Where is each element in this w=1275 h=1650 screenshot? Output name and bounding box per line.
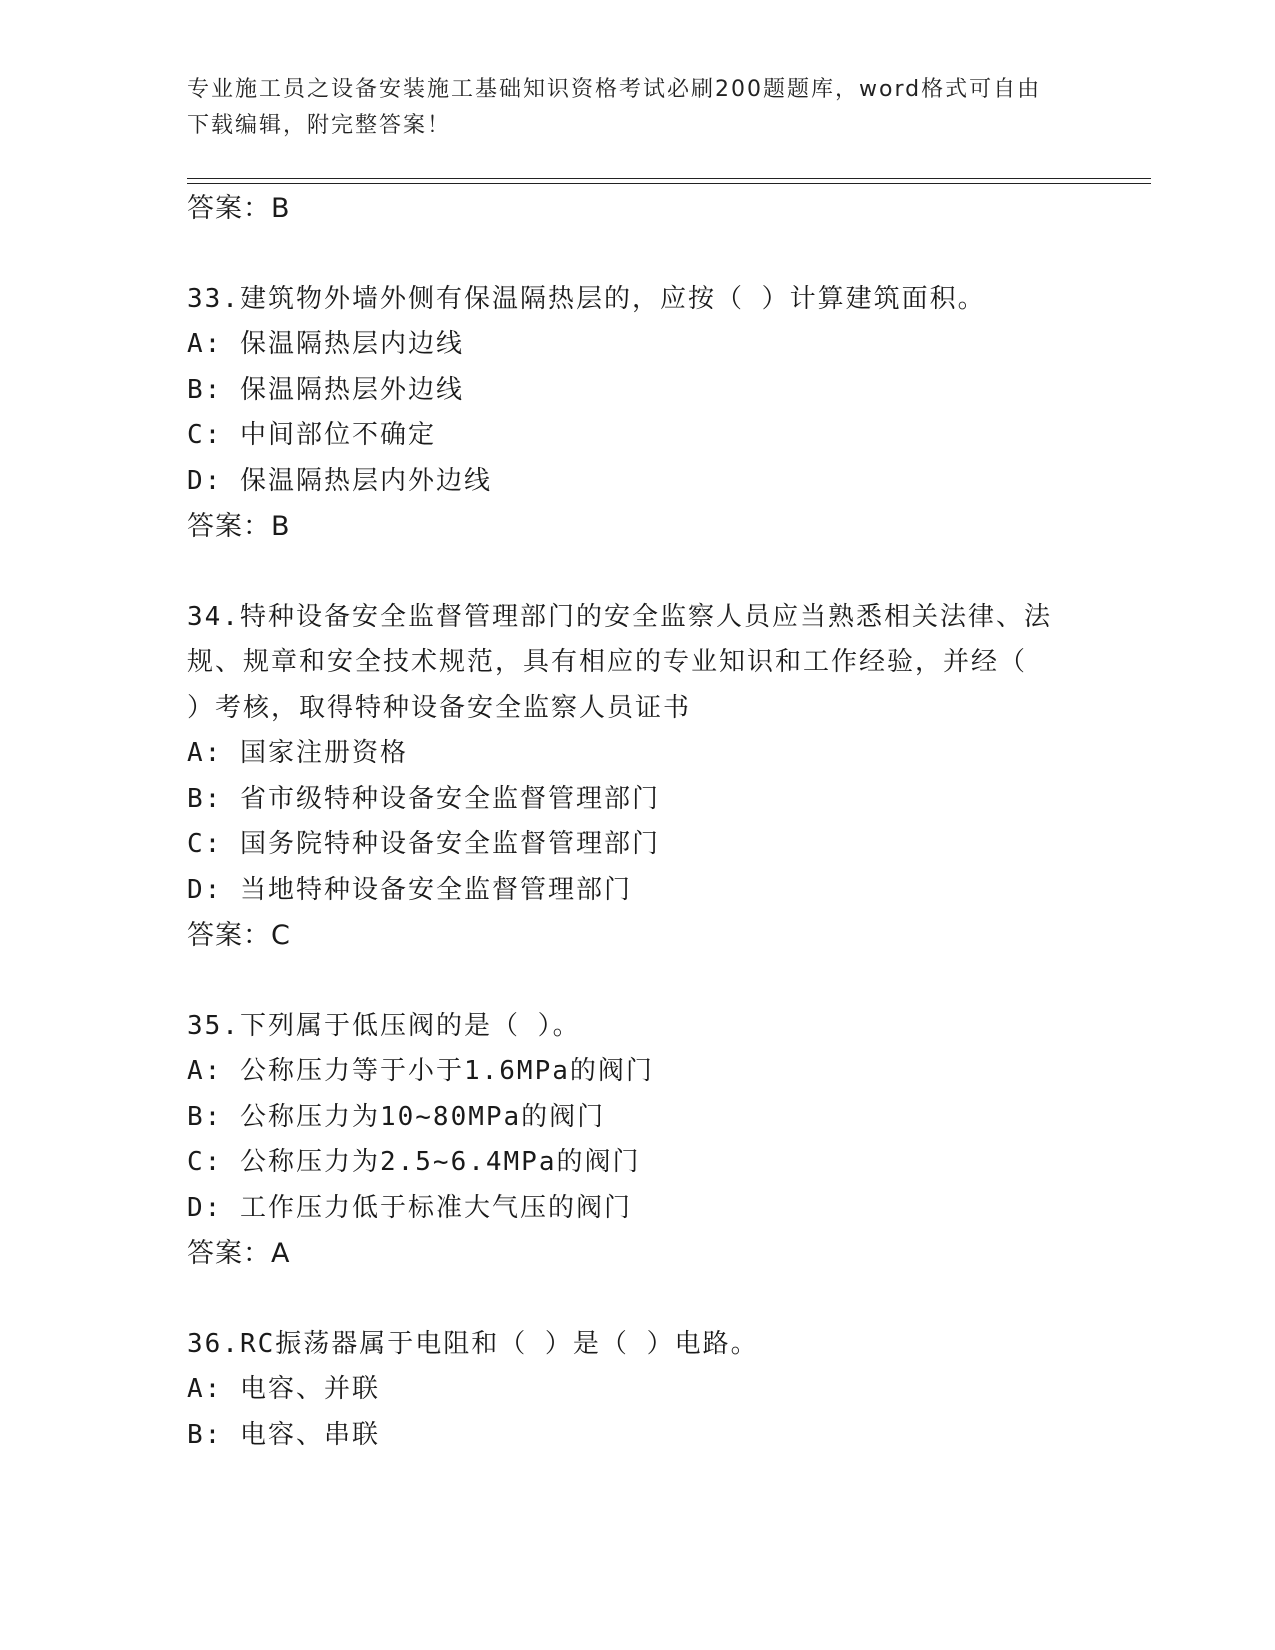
- option-b: B: 保温隔热层外边线: [187, 374, 464, 405]
- answer: 答案：A: [187, 1238, 291, 1269]
- answer: 答案：C: [187, 920, 291, 951]
- option-a: A: 电容、并联: [187, 1374, 380, 1404]
- answer: 答案：B: [187, 511, 291, 542]
- option-c: C: 国务院特种设备安全监督管理部门: [187, 829, 660, 859]
- header-line-1: 专业施工员之设备安装施工基础知识资格考试必刷200题题库，word格式可自由: [187, 77, 1042, 102]
- option-d: D: 当地特种设备安全监督管理部门: [187, 874, 632, 905]
- previous-answer: 答案：B: [187, 193, 291, 224]
- question-33: [187, 277, 1087, 550]
- question-list: [187, 186, 1087, 1458]
- question-text: 35.下列属于低压阀的是（ ）。: [187, 1010, 581, 1041]
- option-c: C: 公称压力为2.5~6.4MPa的阀门: [187, 1147, 641, 1177]
- document-header: [187, 72, 1087, 144]
- option-c: C: 中间部位不确定: [187, 420, 436, 450]
- header-divider-top: [187, 178, 1151, 179]
- question-34: [187, 595, 1087, 959]
- option-d: D: 工作压力低于标准大气压的阀门: [187, 1192, 632, 1223]
- question-text-line-1: 34.特种设备安全监督管理部门的安全监察人员应当熟悉相关法律、法: [187, 601, 1052, 632]
- option-a: A: 国家注册资格: [187, 738, 408, 768]
- option-b: B: 电容、串联: [187, 1419, 380, 1450]
- option-a: A: 公称压力等于小于1.6MPa的阀门: [187, 1056, 654, 1086]
- question-text-line-2: 规、规章和安全技术规范，具有相应的专业知识和工作经验，并经（: [187, 647, 1028, 677]
- header-line-2: 下载编辑，附完整答案！: [187, 113, 452, 138]
- option-b: B: 公称压力为10~80MPa的阀门: [187, 1101, 606, 1132]
- option-d: D: 保温隔热层内外边线: [187, 465, 492, 496]
- header-divider-bottom: [187, 183, 1151, 184]
- question-text-line-3: ）考核，取得特种设备安全监察人员证书: [187, 692, 692, 723]
- option-b: B: 省市级特种设备安全监督管理部门: [187, 783, 660, 814]
- question-36: [187, 1322, 1087, 1459]
- question-text: 33.建筑物外墙外侧有保温隔热层的，应按（ ）计算建筑面积。: [187, 283, 986, 314]
- question-35: [187, 1004, 1087, 1277]
- option-a: A: 保温隔热层内边线: [187, 329, 464, 359]
- question-text: 36.RC振荡器属于电阻和（ ）是（ ）电路。: [187, 1328, 759, 1359]
